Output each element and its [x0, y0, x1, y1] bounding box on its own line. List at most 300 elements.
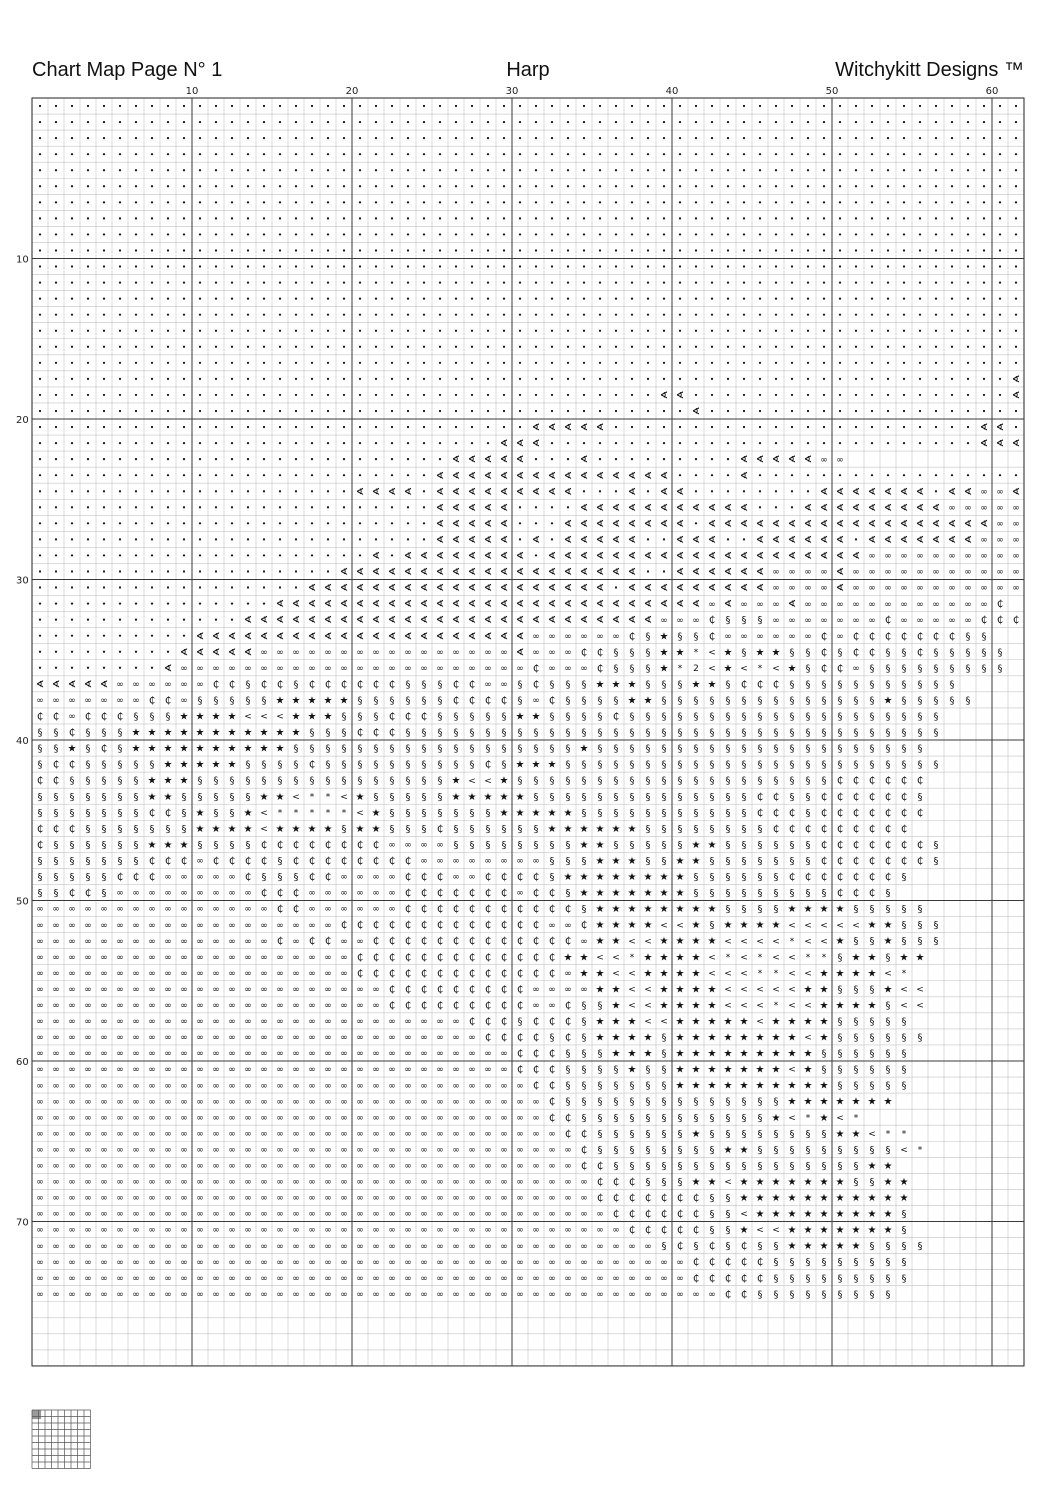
- stitch-symbol-thin-angle: ∢: [355, 631, 365, 643]
- stitch-symbol-infinity: ∞: [356, 1017, 364, 1028]
- stitch-symbol-section: §: [357, 743, 363, 755]
- stitch-symbol-infinity: ∞: [228, 1225, 236, 1236]
- stitch-symbol-thin-angle: ∢: [595, 567, 605, 579]
- stitch-symbol-infinity: ∞: [276, 1161, 284, 1172]
- stitch-symbol-infinity: ∞: [948, 567, 956, 578]
- stitch-symbol-infinity: ∞: [548, 663, 556, 674]
- stitch-symbol-infinity: ∞: [324, 1065, 332, 1076]
- stitch-symbol-section: §: [565, 791, 571, 803]
- stitch-symbol-section: §: [549, 727, 555, 739]
- stitch-symbol-thin-angle: ∢: [707, 583, 717, 595]
- stitch-symbol-section: §: [613, 663, 619, 675]
- stitch-symbol-star: ★: [451, 775, 461, 787]
- stitch-symbol-thin-angle: ∢: [499, 615, 509, 627]
- stitch-symbol-section: §: [645, 631, 651, 643]
- stitch-symbol-infinity: ∞: [292, 1081, 300, 1092]
- stitch-symbol-infinity: ∞: [180, 1177, 188, 1188]
- stitch-symbol-section: §: [853, 1032, 859, 1044]
- stitch-symbol-infinity: ∞: [420, 840, 428, 851]
- stitch-symbol-infinity: ∞: [564, 1193, 572, 1204]
- stitch-symbol-star: ★: [259, 727, 269, 739]
- stitch-symbol-infinity: ∞: [292, 952, 300, 963]
- stitch-symbol-star: ★: [675, 1000, 685, 1012]
- stitch-symbol-cedi: ₵: [740, 1289, 748, 1301]
- stitch-symbol-section: §: [741, 775, 747, 787]
- stitch-symbol-star: ★: [163, 775, 173, 787]
- stitch-symbol-star: ★: [659, 968, 669, 980]
- stitch-symbol-section: §: [901, 695, 907, 707]
- stitch-symbol-star: ★: [595, 936, 605, 948]
- stitch-symbol-infinity: ∞: [164, 952, 172, 963]
- stitch-symbol-infinity: ∞: [164, 984, 172, 995]
- stitch-symbol-section: §: [949, 695, 955, 707]
- stitch-symbol-star: ★: [883, 1096, 893, 1108]
- stitch-symbol-star: ★: [771, 1032, 781, 1044]
- stitch-symbol-section: §: [613, 1080, 619, 1092]
- stitch-symbol-infinity: ∞: [452, 1129, 460, 1140]
- stitch-symbol-infinity: ∞: [452, 1033, 460, 1044]
- stitch-symbol-section: §: [901, 904, 907, 916]
- stitch-symbol-section: §: [565, 839, 571, 851]
- stitch-symbol-section: §: [453, 807, 459, 819]
- stitch-symbol-star: ★: [867, 1160, 877, 1172]
- stitch-symbol-less-than: <: [644, 1017, 652, 1028]
- stitch-symbol-thin-angle: ∢: [883, 518, 893, 530]
- stitch-symbol-star: ★: [627, 695, 637, 707]
- stitch-symbol-cedi: ₵: [372, 952, 380, 964]
- stitch-symbol-section: §: [757, 855, 763, 867]
- stitch-symbol-star: ★: [691, 1176, 701, 1188]
- stitch-symbol-cedi: ₵: [596, 1176, 604, 1188]
- stitch-symbol-cedi: ₵: [244, 855, 252, 867]
- stitch-symbol-star: ★: [275, 823, 285, 835]
- stitch-symbol-infinity: ∞: [132, 1225, 140, 1236]
- stitch-symbol-cedi: ₵: [564, 1128, 572, 1140]
- stitch-symbol-infinity: ∞: [276, 1081, 284, 1092]
- stitch-symbol-cedi: ₵: [132, 872, 140, 884]
- stitch-symbol-infinity: ∞: [468, 1033, 476, 1044]
- stitch-symbol-infinity: ∞: [644, 1289, 652, 1300]
- stitch-symbol-infinity: ∞: [84, 1193, 92, 1204]
- stitch-symbol-thin-angle: ∢: [707, 551, 717, 563]
- stitch-symbol-section: §: [629, 1128, 635, 1140]
- stitch-symbol-cedi: ₵: [52, 759, 60, 771]
- stitch-symbol-infinity: ∞: [276, 647, 284, 658]
- stitch-symbol-infinity: ∞: [356, 1225, 364, 1236]
- stitch-symbol-infinity: ∞: [148, 1113, 156, 1124]
- stitch-symbol-section: §: [85, 823, 91, 835]
- stitch-symbol-asterisk: *: [309, 808, 315, 819]
- stitch-symbol-section: §: [885, 1048, 891, 1060]
- stitch-symbol-thin-angle: ∢: [851, 518, 861, 530]
- stitch-symbol-infinity: ∞: [804, 583, 812, 594]
- stitch-symbol-infinity: ∞: [356, 1145, 364, 1156]
- stitch-symbol-infinity: ∞: [36, 1161, 44, 1172]
- stitch-symbol-less-than: <: [708, 968, 716, 979]
- stitch-symbol-infinity: ∞: [1012, 519, 1020, 530]
- stitch-symbol-infinity: ∞: [452, 647, 460, 658]
- stitch-symbol-less-than: <: [628, 984, 636, 995]
- stitch-symbol-less-than: <: [708, 952, 716, 963]
- stitch-symbol-thin-angle: ∢: [803, 551, 813, 563]
- stitch-symbol-infinity: ∞: [468, 1113, 476, 1124]
- stitch-symbol-cedi: ₵: [692, 1273, 700, 1285]
- stitch-symbol-section: §: [773, 1096, 779, 1108]
- stitch-symbol-infinity: ∞: [68, 1177, 76, 1188]
- stitch-symbol-section: §: [709, 1128, 715, 1140]
- stitch-symbol-section: §: [197, 839, 203, 851]
- stitch-symbol-cedi: ₵: [164, 855, 172, 867]
- stitch-symbol-star: ★: [179, 743, 189, 755]
- stitch-symbol-infinity: ∞: [404, 1145, 412, 1156]
- stitch-symbol-cedi: ₵: [836, 855, 844, 867]
- stitch-symbol-cedi: ₵: [804, 823, 812, 835]
- stitch-symbol-thin-angle: ∢: [483, 599, 493, 611]
- stitch-symbol-infinity: ∞: [324, 647, 332, 658]
- stitch-symbol-infinity: ∞: [596, 1209, 604, 1220]
- stitch-symbol-section: §: [389, 823, 395, 835]
- stitch-symbol-section: §: [37, 855, 43, 867]
- stitch-symbol-section: §: [549, 711, 555, 723]
- stitch-symbol-infinity: ∞: [852, 599, 860, 610]
- stitch-symbol-section: §: [469, 743, 475, 755]
- stitch-symbol-infinity: ∞: [100, 952, 108, 963]
- stitch-symbol-less-than: <: [788, 920, 796, 931]
- stitch-symbol-cedi: ₵: [996, 599, 1004, 611]
- stitch-symbol-infinity: ∞: [212, 1193, 220, 1204]
- stitch-symbol-infinity: ∞: [404, 1081, 412, 1092]
- stitch-symbol-thin-angle: ∢: [211, 647, 221, 659]
- stitch-symbol-star: ★: [611, 984, 621, 996]
- stitch-symbol-infinity: ∞: [52, 1289, 60, 1300]
- stitch-symbol-section: §: [773, 1144, 779, 1156]
- stitch-symbol-infinity: ∞: [228, 1049, 236, 1060]
- stitch-symbol-section: §: [789, 1257, 795, 1269]
- stitch-symbol-cedi: ₵: [100, 743, 108, 755]
- stitch-symbol-infinity: ∞: [948, 599, 956, 610]
- stitch-symbol-thin-angle: ∢: [931, 518, 941, 530]
- stitch-symbol-infinity: ∞: [164, 1065, 172, 1076]
- stitch-symbol-cedi: ₵: [884, 872, 892, 884]
- stitch-symbol-infinity: ∞: [244, 920, 252, 931]
- stitch-symbol-thin-angle: ∢: [515, 615, 525, 627]
- stitch-symbol-thin-angle: ∢: [787, 551, 797, 563]
- stitch-symbol-infinity: ∞: [836, 599, 844, 610]
- stitch-symbol-infinity: ∞: [292, 1289, 300, 1300]
- stitch-symbol-section: §: [725, 711, 731, 723]
- stitch-symbol-star: ★: [579, 952, 589, 964]
- stitch-symbol-infinity: ∞: [68, 1049, 76, 1060]
- stitch-symbol-cedi: ₵: [372, 920, 380, 932]
- stitch-symbol-section: §: [837, 952, 843, 964]
- stitch-symbol-infinity: ∞: [548, 1193, 556, 1204]
- stitch-symbol-infinity: ∞: [340, 1001, 348, 1012]
- stitch-symbol-cedi: ₵: [452, 888, 460, 900]
- stitch-symbol-thin-angle: ∢: [803, 454, 813, 466]
- stitch-symbol-star: ★: [563, 872, 573, 884]
- stitch-symbol-section: §: [853, 1273, 859, 1285]
- stitch-symbol-section: §: [485, 839, 491, 851]
- stitch-symbol-infinity: ∞: [340, 1017, 348, 1028]
- stitch-symbol-infinity: ∞: [308, 663, 316, 674]
- stitch-symbol-section: §: [677, 1112, 683, 1124]
- stitch-symbol-infinity: ∞: [660, 1273, 668, 1284]
- stitch-symbol-section: §: [725, 727, 731, 739]
- stitch-symbol-asterisk: *: [773, 1001, 779, 1012]
- stitch-symbol-thin-angle: ∢: [643, 599, 653, 611]
- stitch-symbol-cedi: ₵: [580, 1144, 588, 1156]
- stitch-symbol-star: ★: [803, 904, 813, 916]
- stitch-symbol-cedi: ₵: [516, 1048, 524, 1060]
- stitch-symbol-section: §: [645, 663, 651, 675]
- stitch-symbol-section: §: [565, 1096, 571, 1108]
- stitch-symbol-section: §: [549, 791, 555, 803]
- stitch-symbol-thin-angle: ∢: [291, 615, 301, 627]
- stitch-symbol-star: ★: [259, 791, 269, 803]
- stitch-symbol-infinity: ∞: [180, 1241, 188, 1252]
- stitch-symbol-infinity: ∞: [996, 567, 1004, 578]
- stitch-symbol-cedi: ₵: [836, 839, 844, 851]
- stitch-symbol-thin-angle: ∢: [835, 567, 845, 579]
- stitch-symbol-section: §: [53, 807, 59, 819]
- stitch-symbol-section: §: [581, 791, 587, 803]
- stitch-symbol-cedi: ₵: [484, 984, 492, 996]
- stitch-symbol-infinity: ∞: [372, 1081, 380, 1092]
- stitch-symbol-infinity: ∞: [84, 1145, 92, 1156]
- stitch-symbol-infinity: ∞: [580, 984, 588, 995]
- stitch-symbol-star: ★: [659, 904, 669, 916]
- stitch-symbol-infinity: ∞: [628, 1241, 636, 1252]
- stitch-symbol-cedi: ₵: [644, 1225, 652, 1237]
- stitch-symbol-thin-angle: ∢: [771, 551, 781, 563]
- stitch-symbol-section: §: [597, 695, 603, 707]
- stitch-symbol-infinity: ∞: [292, 1017, 300, 1028]
- stitch-symbol-section: §: [165, 711, 171, 723]
- stitch-symbol-star: ★: [627, 1064, 637, 1076]
- stitch-symbol-infinity: ∞: [420, 1225, 428, 1236]
- stitch-symbol-thin-angle: ∢: [451, 567, 461, 579]
- stitch-symbol-thin-angle: ∢: [451, 454, 461, 466]
- stitch-symbol-infinity: ∞: [676, 1289, 684, 1300]
- stitch-symbol-section: §: [901, 1080, 907, 1092]
- stitch-symbol-infinity: ∞: [116, 920, 124, 931]
- stitch-symbol-star: ★: [611, 1016, 621, 1028]
- stitch-symbol-section: §: [837, 711, 843, 723]
- stitch-symbol-section: §: [725, 872, 731, 884]
- stitch-symbol-infinity: ∞: [260, 1177, 268, 1188]
- stitch-symbol-infinity: ∞: [372, 1113, 380, 1124]
- stitch-symbol-less-than: <: [772, 663, 780, 674]
- stitch-symbol-section: §: [261, 695, 267, 707]
- stitch-symbol-infinity: ∞: [548, 1209, 556, 1220]
- stitch-symbol-section: §: [901, 679, 907, 691]
- stitch-symbol-infinity: ∞: [772, 599, 780, 610]
- stitch-symbol-infinity: ∞: [340, 1065, 348, 1076]
- stitch-symbol-thin-angle: ∢: [467, 486, 477, 498]
- stitch-symbol-star: ★: [499, 775, 509, 787]
- stitch-symbol-infinity: ∞: [68, 1257, 76, 1268]
- stitch-symbol-infinity: ∞: [980, 599, 988, 610]
- stitch-symbol-star: ★: [723, 1032, 733, 1044]
- stitch-symbol-section: §: [421, 807, 427, 819]
- stitch-symbol-infinity: ∞: [132, 1113, 140, 1124]
- stitch-symbol-less-than: <: [916, 984, 924, 995]
- stitch-symbol-cedi: ₵: [868, 791, 876, 803]
- stitch-symbol-cedi: ₵: [84, 888, 92, 900]
- stitch-symbol-infinity: ∞: [532, 1273, 540, 1284]
- stitch-symbol-infinity: ∞: [324, 1289, 332, 1300]
- stitch-symbol-infinity: ∞: [228, 968, 236, 979]
- stitch-symbol-infinity: ∞: [804, 599, 812, 610]
- stitch-symbol-star: ★: [675, 872, 685, 884]
- stitch-symbol-infinity: ∞: [372, 1193, 380, 1204]
- stitch-symbol-thin-angle: ∢: [675, 599, 685, 611]
- stitch-symbol-infinity: ∞: [500, 647, 508, 658]
- stitch-symbol-cedi: ₵: [516, 904, 524, 916]
- stitch-symbol-section: §: [757, 695, 763, 707]
- stitch-symbol-infinity: ∞: [100, 1129, 108, 1140]
- stitch-symbol-section: §: [725, 695, 731, 707]
- stitch-symbol-infinity: ∞: [68, 984, 76, 995]
- stitch-symbol-section: §: [853, 743, 859, 755]
- stitch-symbol-infinity: ∞: [900, 599, 908, 610]
- stitch-symbol-section: §: [293, 759, 299, 771]
- stitch-symbol-cedi: ₵: [548, 904, 556, 916]
- stitch-symbol-section: §: [549, 679, 555, 691]
- stitch-symbol-star: ★: [179, 727, 189, 739]
- stitch-symbol-infinity: ∞: [372, 1049, 380, 1060]
- stitch-symbol-infinity: ∞: [436, 663, 444, 674]
- stitch-symbol-cedi: ₵: [676, 1225, 684, 1237]
- stitch-symbol-infinity: ∞: [580, 1241, 588, 1252]
- stitch-symbol-star: ★: [547, 823, 557, 835]
- stitch-symbol-infinity: ∞: [500, 1225, 508, 1236]
- stitch-symbol-infinity: ∞: [244, 1097, 252, 1108]
- stitch-symbol-star: ★: [835, 1096, 845, 1108]
- stitch-symbol-thin-angle: ∢: [291, 599, 301, 611]
- stitch-symbol-infinity: ∞: [548, 1129, 556, 1140]
- stitch-symbol-infinity: ∞: [36, 936, 44, 947]
- stitch-symbol-star: ★: [643, 920, 653, 932]
- stitch-symbol-cedi: ₵: [500, 968, 508, 980]
- stitch-symbol-cedi: ₵: [836, 823, 844, 835]
- stitch-symbol-infinity: ∞: [116, 1193, 124, 1204]
- stitch-symbol-star: ★: [515, 759, 525, 771]
- stitch-symbol-infinity: ∞: [212, 1097, 220, 1108]
- stitch-symbol-section: §: [117, 743, 123, 755]
- stitch-symbol-section: §: [677, 1128, 683, 1140]
- stitch-symbol-thin-angle: ∢: [611, 567, 621, 579]
- stitch-symbol-star: ★: [691, 1048, 701, 1060]
- stitch-symbol-cedi: ₵: [420, 904, 428, 916]
- stitch-symbol-infinity: ∞: [356, 1129, 364, 1140]
- stitch-symbol-infinity: ∞: [900, 551, 908, 562]
- stitch-symbol-section: §: [437, 679, 443, 691]
- stitch-symbol-section: §: [437, 695, 443, 707]
- stitch-symbol-section: §: [405, 679, 411, 691]
- stitch-symbol-cedi: ₵: [692, 1257, 700, 1269]
- stitch-symbol-infinity: ∞: [500, 1273, 508, 1284]
- stitch-symbol-star: ★: [803, 1064, 813, 1076]
- stitch-symbol-infinity: ∞: [356, 872, 364, 883]
- stitch-symbol-section: §: [773, 711, 779, 723]
- stitch-symbol-section: §: [757, 1241, 763, 1253]
- stitch-symbol-infinity: ∞: [532, 1001, 540, 1012]
- stitch-symbol-infinity: ∞: [244, 663, 252, 674]
- stitch-symbol-infinity: ∞: [996, 503, 1004, 514]
- stitch-symbol-section: §: [581, 1064, 587, 1076]
- stitch-symbol-section: §: [949, 663, 955, 675]
- stitch-symbol-thin-angle: ∢: [867, 486, 877, 498]
- stitch-symbol-section: §: [853, 1289, 859, 1301]
- stitch-symbol-infinity: ∞: [36, 984, 44, 995]
- stitch-symbol-infinity: ∞: [68, 1113, 76, 1124]
- stitch-symbol-infinity: ∞: [868, 583, 876, 594]
- stitch-symbol-infinity: ∞: [708, 1289, 716, 1300]
- stitch-symbol-star: ★: [227, 759, 237, 771]
- stitch-symbol-infinity: ∞: [196, 1001, 204, 1012]
- stitch-symbol-section: §: [709, 888, 715, 900]
- stitch-symbol-infinity: ∞: [564, 920, 572, 931]
- stitch-symbol-cedi: ₵: [68, 759, 76, 771]
- stitch-symbol-infinity: ∞: [36, 1081, 44, 1092]
- stitch-symbol-infinity: ∞: [340, 872, 348, 883]
- stitch-symbol-star: ★: [691, 839, 701, 851]
- stitch-symbol-infinity: ∞: [292, 1049, 300, 1060]
- stitch-symbol-infinity: ∞: [468, 1145, 476, 1156]
- stitch-symbol-section: §: [645, 1144, 651, 1156]
- stitch-symbol-thin-angle: ∢: [611, 615, 621, 627]
- stitch-symbol-infinity: ∞: [52, 696, 60, 707]
- stitch-symbol-infinity: ∞: [196, 1081, 204, 1092]
- stitch-symbol-thin-angle: ∢: [243, 647, 253, 659]
- stitch-symbol-less-than: <: [820, 920, 828, 931]
- stitch-symbol-star: ★: [563, 807, 573, 819]
- stitch-symbol-section: §: [693, 711, 699, 723]
- stitch-symbol-star: ★: [579, 888, 589, 900]
- stitch-symbol-thin-angle: ∢: [851, 502, 861, 514]
- stitch-symbol-section: §: [645, 647, 651, 659]
- stitch-symbol-section: §: [213, 791, 219, 803]
- stitch-symbol-infinity: ∞: [1012, 503, 1020, 514]
- stitch-symbol-cedi: ₵: [532, 663, 540, 675]
- row-number-label: 60: [16, 1057, 29, 1068]
- stitch-symbol-star: ★: [867, 920, 877, 932]
- stitch-symbol-cedi: ₵: [164, 807, 172, 819]
- stitch-symbol-infinity: ∞: [164, 1081, 172, 1092]
- stitch-symbol-star: ★: [787, 904, 797, 916]
- stitch-symbol-cedi: ₵: [884, 807, 892, 819]
- stitch-symbol-cedi: ₵: [468, 695, 476, 707]
- stitch-symbol-section: §: [37, 743, 43, 755]
- stitch-symbol-star: ★: [291, 727, 301, 739]
- column-number-label: 40: [665, 86, 679, 97]
- stitch-symbol-cedi: ₵: [820, 872, 828, 884]
- stitch-symbol-cedi: ₵: [692, 1193, 700, 1205]
- stitch-symbol-section: §: [741, 791, 747, 803]
- stitch-symbol-cedi: ₵: [836, 663, 844, 675]
- stitch-symbol-infinity: ∞: [548, 1161, 556, 1172]
- stitch-symbol-thin-angle: ∢: [355, 583, 365, 595]
- stitch-symbol-star: ★: [611, 904, 621, 916]
- stitch-symbol-thin-angle: ∢: [867, 518, 877, 530]
- stitch-symbol-thin-angle: ∢: [483, 534, 493, 546]
- stitch-symbol-star: ★: [339, 695, 349, 707]
- stitch-symbol-thin-angle: ∢: [371, 567, 381, 579]
- stitch-symbol-section: §: [421, 823, 427, 835]
- stitch-symbol-infinity: ∞: [388, 1049, 396, 1060]
- stitch-symbol-less-than: <: [628, 968, 636, 979]
